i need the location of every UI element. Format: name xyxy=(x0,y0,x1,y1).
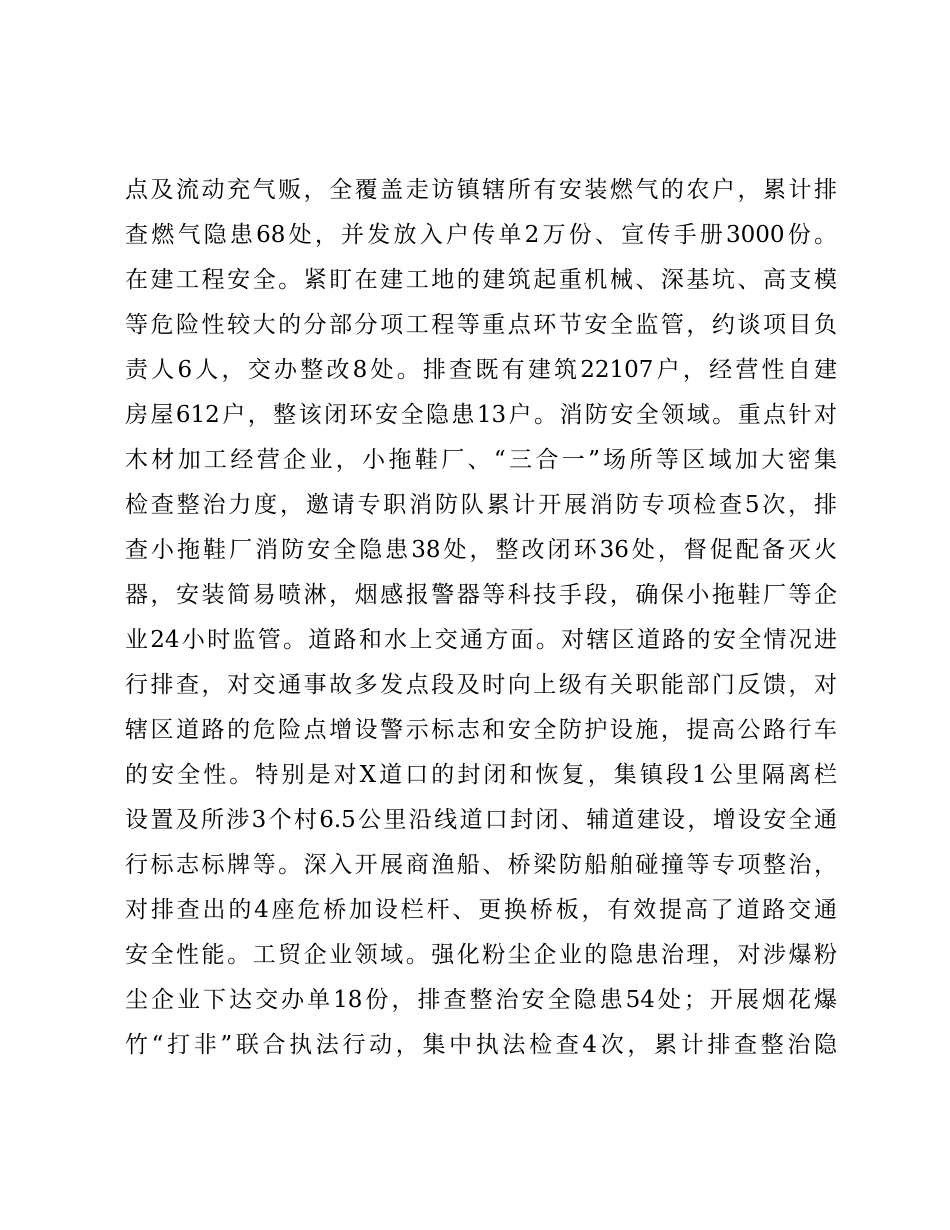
text-line-8: 检查整治力度，邀请专职消防队累计开展消防专项检查5次，排 xyxy=(125,492,837,518)
text-line-19: 尘企业下达交办单18份，排查整治安全隐患54处；开展烟花爆 xyxy=(125,987,837,1013)
text-line-11: 业24小时监管。道路和水上交通方面。对辖区道路的安全情况进 xyxy=(125,627,837,653)
text-line-3: 在建工程安全。紧盯在建工地的建筑起重机械、深基坑、高支模 xyxy=(125,267,837,293)
text-line-9: 查小拖鞋厂消防安全隐患38处，整改闭环36处，督促配备灭火 xyxy=(125,537,837,563)
text-line-7: 木材加工经营企业，小拖鞋厂、“三合一”场所等区域加大密集 xyxy=(125,447,837,473)
body-text xyxy=(125,168,837,1068)
text-line-13: 辖区道路的危险点增设警示标志和安全防护设施，提高公路行车 xyxy=(125,717,837,743)
text-line-10: 器，安装简易喷淋，烟感报警器等科技手段，确保小拖鞋厂等企 xyxy=(125,582,837,608)
text-line-17: 对排查出的4座危桥加设栏杆、更换桥板，有效提高了道路交通 xyxy=(125,897,837,923)
text-line-16: 行标志标牌等。深入开展商渔船、桥梁防船舶碰撞等专项整治， xyxy=(125,852,837,878)
text-line-1: 点及流动充气贩，全覆盖走访镇辖所有安装燃气的农户，累计排 xyxy=(125,177,837,203)
text-line-5: 责人6人，交办整改8处。排查既有建筑22107户，经营性自建 xyxy=(125,357,837,383)
text-line-15: 设置及所涉3个村6.5公里沿线道口封闭、辅道建设，增设安全通 xyxy=(125,807,837,833)
text-line-4: 等危险性较大的分部分项工程等重点环节安全监管，约谈项目负 xyxy=(125,312,837,338)
text-line-12: 行排查，对交通事故多发点段及时向上级有关职能部门反馈，对 xyxy=(125,672,837,698)
text-line-18: 安全性能。工贸企业领域。强化粉尘企业的隐患治理，对涉爆粉 xyxy=(125,942,837,968)
text-line-6: 房屋612户，整该闭环安全隐患13户。消防安全领域。重点针对 xyxy=(125,402,837,428)
text-line-2: 查燃气隐患68处，并发放入户传单2万份、宣传手册3000份。 xyxy=(125,222,837,248)
text-line-20: 竹“打非”联合执法行动，集中执法检查4次，累计排查整治隐 xyxy=(125,1032,837,1058)
text-line-14: 的安全性。特别是对X道口的封闭和恢复，集镇段1公里隔离栏 xyxy=(125,762,837,788)
